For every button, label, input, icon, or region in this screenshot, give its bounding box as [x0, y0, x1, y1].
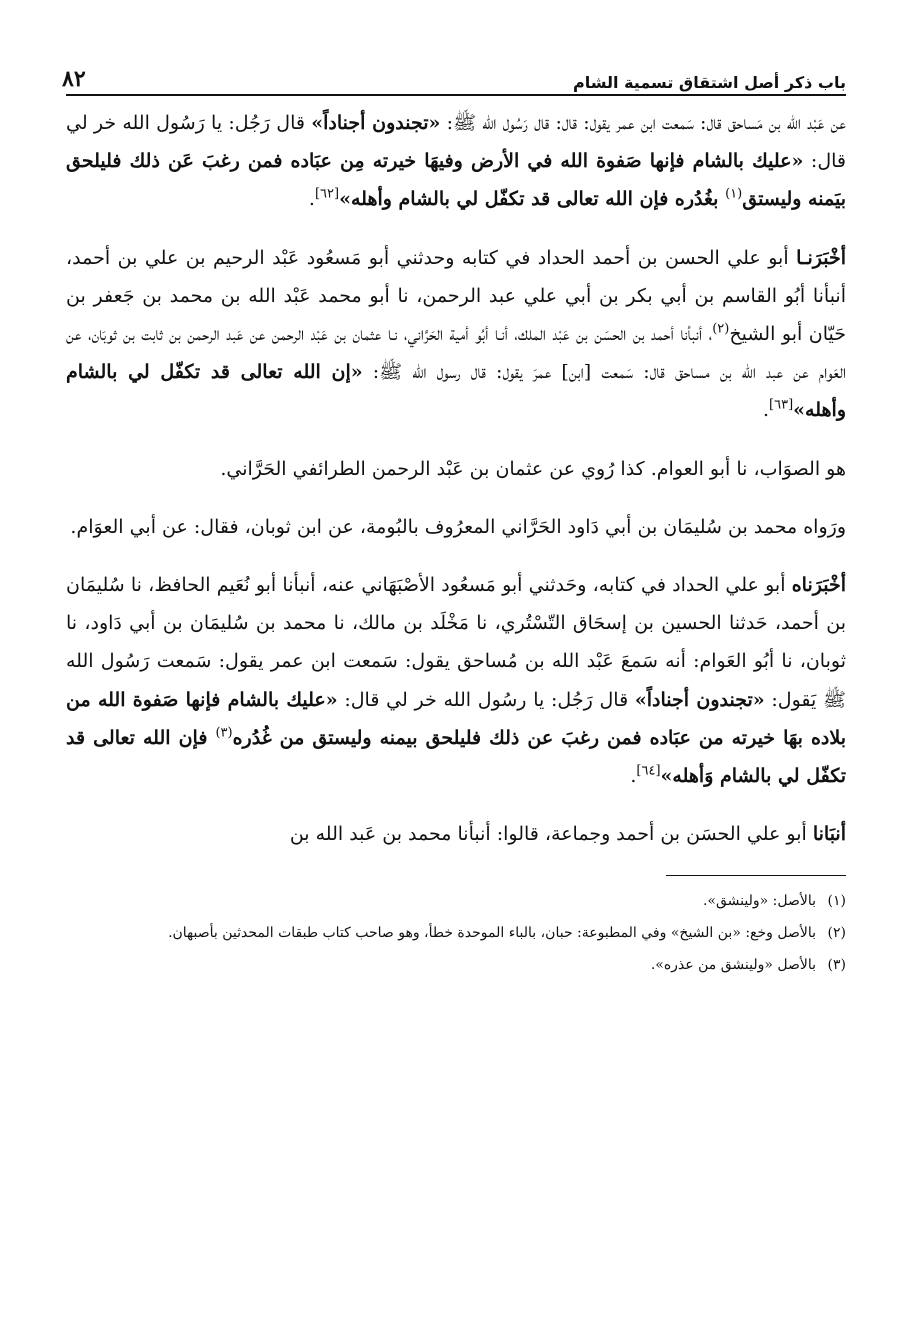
- bold-text: أخْبَرَنـا: [796, 246, 846, 269]
- text-run: أبو علي الحداد في كتابه، وحَدثني أبو مَسعُود الأصْبَهَاني عنه، أنبأنا أبو نُعَيم الحافظ، نا سُليمَان بن أحمد، حَدثنا الحسين بن إسحَاق التّسْتُري، نا مَخْلَد بن مالك، نا محمد بن سُليمَان بن أبي دَاود، نا ثوبان، نا أبُو العَوام: أنه سَمعَ عَبْد الله بن مُساحق يقول: سَمعت ابن عمر يقول: سَمعت رَسُول الله ﷺ يَقول:: [66, 574, 847, 711]
- body-text: [66, 104, 846, 853]
- text-run: قال رَجُل: يا رَسُول الله خر لي قال:: [66, 112, 846, 173]
- paragraph: [66, 450, 846, 488]
- text-run: قال رَجُل: يا رسُول الله خر لي قال:: [337, 688, 635, 711]
- paragraph: [66, 508, 846, 546]
- footnote: [66, 952, 846, 978]
- bold-text: فإن الله تعالى قد تكفّل لي بالشام وَأهله»: [66, 726, 846, 788]
- footnote-number: (١): [827, 893, 846, 910]
- running-header: [62, 50, 846, 96]
- reference-marker: [٦٤]: [636, 763, 661, 779]
- footnote-text: بالأصل «ولينشق من عذره».: [650, 957, 816, 974]
- reference-marker: (٢): [712, 321, 730, 337]
- bold-text: «تجندون أجناداً»: [311, 112, 441, 134]
- paragraph: [66, 104, 846, 219]
- text-run: ، أنبأنا أحمد بن الحسَن بن عَبْد الملك، أنـا أبُو أمية الحَرَّاني، نـا عثمان بن عَبْد الرحمن عن عَبد الرحمن بن ثابت بن ثوبَان، عن العَوام عن عبد اللّه بن مساحق قال: سَمعت [ابن] عمرَ يقول: قال رسول الله ﷺ:: [66, 323, 846, 384]
- chapter-title: باب ذكر أصل اشتقاق تسمية الشام: [573, 73, 846, 92]
- footnote-text: بالأصل: «ولينشق».: [702, 893, 816, 910]
- footnote-number: (٣): [827, 957, 846, 974]
- text-run: .: [763, 399, 770, 422]
- paragraph: [66, 815, 846, 853]
- bold-text: «عليك بالشام فإنها صَفوة الله من بلاده بهَا خيرته من عبَاده فمن رغبَ عن ذلك فليلحق بيمنه وليستق من غُدُره: [66, 688, 846, 749]
- bold-text: بغُدُره فإن الله تعالى قد تكفّل لي بالشام وأهله»: [339, 188, 726, 211]
- footnote: [66, 920, 846, 946]
- paragraph: [66, 566, 846, 795]
- footnote: [66, 888, 846, 914]
- text-run: .: [308, 188, 315, 211]
- book-page: [62, 50, 847, 984]
- text-run: أبو علي الحسَن بن أحمد وجماعة، قالوا: أنبأنا محمد بن عَبد الله بن: [289, 823, 813, 846]
- bold-text: «إن الله تعالى قد تكفّل لي بالشام وأهله»: [66, 361, 846, 422]
- text-run: عن عَبْد الله بن مَساحق قال: سَمعت ابن عمر يقول: قال: قال رَسُول الله ﷺ:: [440, 112, 846, 134]
- bold-text: أخْبَرَناه: [791, 574, 846, 597]
- page-number: ٨٢: [62, 66, 86, 92]
- footnote-number: (٢): [827, 925, 846, 942]
- bold-text: «تجندون أجناداً»: [634, 688, 765, 711]
- reference-marker: (٣): [215, 725, 233, 741]
- footnote-divider: [666, 875, 846, 876]
- text-run: .: [630, 765, 637, 788]
- reference-marker: [٦٣]: [769, 398, 794, 414]
- footnote-text: بالأصل وخع: «بن الشيخ» وفي المطبوعة: حبان، بالباء الموحدة خطأ، وهو صاحب كتاب طبقات المحدثين بأصبهان.: [168, 925, 816, 942]
- footnotes: [66, 888, 846, 978]
- reference-marker: (١): [725, 187, 743, 203]
- text-run: ورَواه محمد بن سُليمَان بن أبي دَاود الحَرَّاني المعرُوف بالبُومة، عن ابن ثوبان، فقال: عن أبي العوَام.: [70, 515, 846, 538]
- bold-text: أنبَانا: [812, 823, 846, 846]
- bold-text: «عليك بالشام فإنها صَفوة الله في الأرض وفيهَا خيرته مِن عبَاده فمن رغبَ عَن ذلك فليلحق بيَمنه وليستق: [66, 150, 846, 211]
- reference-marker: [٦٢]: [314, 187, 340, 203]
- paragraph: [66, 239, 846, 430]
- text-run: هو الصوَاب، نا أبو العوام. كذا رُوي عن عثمان بن عَبْد الرحمن الطرائفي الحَرَّاني.: [220, 457, 846, 480]
- text-run: أبو علي الحسن بن أحمد الحداد في كتابه وحدثني أبو مَسعُود عَبْد الرحيم بن علي بن أحمد، أنبأنا أبُو القاسم بن أبي بكر بن أبي علي عبد الرحمن، نا أبو محمد عَبْد الله بن محمد بن جَعفر بن حَيّان أبو الشيخ: [66, 246, 846, 346]
